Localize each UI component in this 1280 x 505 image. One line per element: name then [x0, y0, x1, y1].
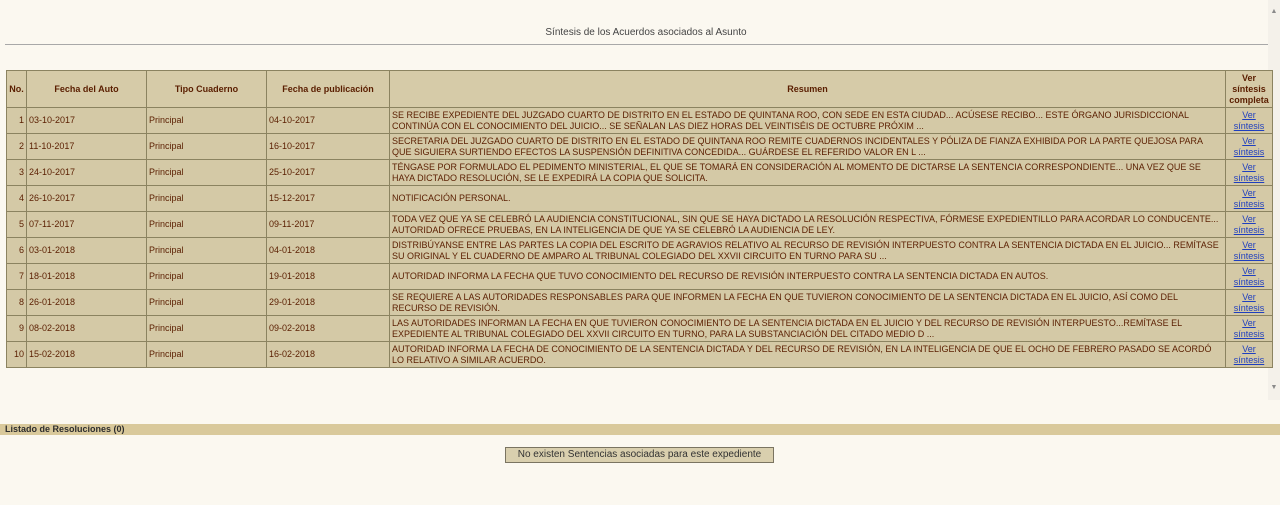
table-row — [7, 342, 1273, 368]
row-number: 4 — [7, 186, 27, 212]
row-ver-sintesis-cell — [1226, 212, 1273, 238]
acuerdos-table — [6, 70, 1273, 368]
row-ver-sintesis-cell — [1226, 134, 1273, 160]
row-resumen: TODA VEZ QUE YA SE CELEBRÓ LA AUDIENCIA CONSTITUCIONAL, SIN QUE SE HAYA DICTADO LA RESOLUCIÓN RESPECTIVA, FÓRMESE EXPEDIENTILLO PARA ACORDAR LO CONDUCENTE... AUTORIDAD OFRECE PRUEBAS, EN LA INTELIGENCIA DE QUE YA SE CELEBRÓ LA AUDIENCIA DE LEY. — [390, 212, 1226, 238]
ver-sintesis-link[interactable]: Ver síntesis — [1233, 291, 1265, 313]
row-number: 6 — [7, 238, 27, 264]
ver-sintesis-link[interactable]: Ver síntesis — [1233, 239, 1265, 261]
title-divider — [5, 44, 1270, 45]
row-fecha-auto: 24-10-2017 — [27, 160, 147, 186]
row-fecha-publicacion: 16-02-2018 — [267, 342, 390, 368]
row-ver-sintesis-cell — [1226, 186, 1273, 212]
row-tipo-cuaderno: Principal — [147, 160, 267, 186]
row-tipo-cuaderno: Principal — [147, 290, 267, 316]
ver-sintesis-link[interactable]: Ver síntesis — [1233, 265, 1265, 287]
row-tipo-cuaderno: Principal — [147, 186, 267, 212]
resoluciones-header: Listado de Resoluciones (0) — [0, 424, 1280, 435]
row-ver-sintesis-cell — [1226, 108, 1273, 134]
row-fecha-publicacion: 16-10-2017 — [267, 134, 390, 160]
row-fecha-auto: 07-11-2017 — [27, 212, 147, 238]
table-row — [7, 238, 1273, 264]
ver-sintesis-link[interactable]: Ver síntesis — [1233, 161, 1265, 183]
row-fecha-auto: 11-10-2017 — [27, 134, 147, 160]
table-row — [7, 160, 1273, 186]
row-number: 3 — [7, 160, 27, 186]
row-resumen: SECRETARIA DEL JUZGADO CUARTO DE DISTRITO EN EL ESTADO DE QUINTANA ROO REMITE CUADERNOS INCIDENTALES Y PÓLIZA DE FIANZA EXHIBIDA POR LA PARTE QUEJOSA PARA QUE SIGUIERA SURTIENDO EFECTOS LA SUSPENSIÓN DEFINITIVA CONCEDIDA... GUÁRDESE EL REFERIDO VALOR EN L ... — [390, 134, 1226, 160]
row-fecha-publicacion: 29-01-2018 — [267, 290, 390, 316]
col-header-fecha-auto: Fecha del Auto — [27, 71, 147, 108]
col-header-tipo-cuaderno: Tipo Cuaderno — [147, 71, 267, 108]
row-fecha-auto: 26-10-2017 — [27, 186, 147, 212]
row-resumen: AUTORIDAD INFORMA LA FECHA DE CONOCIMIENTO DE LA SENTENCIA DICTADA Y DEL RECURSO DE REVISIÓN, EN LA INTELIGENCIA DE QUE EL OCHO DE FEBRERO PASADO SE ACORDÓ LO RELATIVO A SIMILAR ACUERDO. — [390, 342, 1226, 368]
row-tipo-cuaderno: Principal — [147, 134, 267, 160]
row-ver-sintesis-cell — [1226, 316, 1273, 342]
row-ver-sintesis-cell — [1226, 264, 1273, 290]
section-title: Síntesis de los Acuerdos asociados al Asunto — [545, 27, 747, 38]
row-resumen: SE RECIBE EXPEDIENTE DEL JUZGADO CUARTO DE DISTRITO EN EL ESTADO DE QUINTANA ROO, CON SEDE EN ESTA CIUDAD... ACÚSESE RECIBO... ESTE ÓRGANO JURISDICCIONAL CONTINÚA CON EL CONOCIMIENTO DEL JUICIO... SE SEÑALAN LAS DIEZ HORAS DEL VEINTISÉIS DE OCTUBRE PRÓXIM ... — [390, 108, 1226, 134]
table-row — [7, 186, 1273, 212]
row-resumen: NOTIFICACIÓN PERSONAL. — [390, 186, 1226, 212]
row-ver-sintesis-cell — [1226, 238, 1273, 264]
ver-sintesis-link[interactable]: Ver síntesis — [1233, 317, 1265, 339]
row-ver-sintesis-cell — [1226, 342, 1273, 368]
row-resumen: AUTORIDAD INFORMA LA FECHA QUE TUVO CONOCIMIENTO DEL RECURSO DE REVISIÓN INTERPUESTO CONTRA LA SENTENCIA DICTADA EN AUTOS. — [390, 264, 1226, 290]
row-fecha-publicacion: 09-11-2017 — [267, 212, 390, 238]
table-row — [7, 108, 1273, 134]
col-header-ver-sintesis: Ver síntesis completa — [1226, 71, 1273, 108]
col-header-resumen: Resumen — [390, 71, 1226, 108]
row-tipo-cuaderno: Principal — [147, 264, 267, 290]
row-resumen: DISTRIBÚYANSE ENTRE LAS PARTES LA COPIA DEL ESCRITO DE AGRAVIOS RELATIVO AL RECURSO DE REVISIÓN INTERPUESTO CONTRA LA SENTENCIA DICTADA EN EL JUICIO... REMÍTASE SU ORIGINAL Y EL CUADERNO DE AMPARO AL TRIBUNAL COLEGIADO DEL XXVII CIRCUITO EN TURNO PARA SU ... — [390, 238, 1226, 264]
row-resumen: SE REQUIERE A LAS AUTORIDADES RESPONSABLES PARA QUE INFORMEN LA FECHA EN QUE TUVIERON CONOCIMIENTO DE LA SENTENCIA DICTADA EN EL JUICIO, ASÍ COMO DEL RECURSO DE REVISIÓN. — [390, 290, 1226, 316]
table-row — [7, 264, 1273, 290]
row-fecha-publicacion: 15-12-2017 — [267, 186, 390, 212]
row-number: 7 — [7, 264, 27, 290]
row-ver-sintesis-cell — [1226, 160, 1273, 186]
table-row — [7, 134, 1273, 160]
row-fecha-publicacion: 19-01-2018 — [267, 264, 390, 290]
row-number: 9 — [7, 316, 27, 342]
row-number: 10 — [7, 342, 27, 368]
row-ver-sintesis-cell — [1226, 290, 1273, 316]
table-header-row — [7, 71, 1273, 108]
row-fecha-auto: 15-02-2018 — [27, 342, 147, 368]
col-header-fecha-publicacion: Fecha de publicación — [267, 71, 390, 108]
scroll-down-arrow-icon[interactable]: ▼ — [1270, 384, 1278, 391]
row-number: 8 — [7, 290, 27, 316]
row-number: 2 — [7, 134, 27, 160]
no-sentencias-message: No existen Sentencias asociadas para este expediente — [505, 447, 774, 463]
ver-sintesis-link[interactable]: Ver síntesis — [1233, 109, 1265, 131]
row-fecha-auto: 08-02-2018 — [27, 316, 147, 342]
row-tipo-cuaderno: Principal — [147, 342, 267, 368]
row-fecha-publicacion: 04-01-2018 — [267, 238, 390, 264]
table-row — [7, 316, 1273, 342]
row-tipo-cuaderno: Principal — [147, 212, 267, 238]
row-fecha-auto: 18-01-2018 — [27, 264, 147, 290]
row-tipo-cuaderno: Principal — [147, 108, 267, 134]
row-fecha-auto: 26-01-2018 — [27, 290, 147, 316]
scroll-up-arrow-icon[interactable]: ▲ — [1270, 8, 1278, 15]
table-row — [7, 212, 1273, 238]
row-fecha-auto: 03-10-2017 — [27, 108, 147, 134]
ver-sintesis-link[interactable]: Ver síntesis — [1233, 213, 1265, 235]
row-fecha-publicacion: 04-10-2017 — [267, 108, 390, 134]
table-row — [7, 290, 1273, 316]
ver-sintesis-link[interactable]: Ver síntesis — [1233, 135, 1265, 157]
col-header-no: No. — [7, 71, 27, 108]
row-resumen: LAS AUTORIDADES INFORMAN LA FECHA EN QUE TUVIERON CONOCIMIENTO DE LA SENTENCIA DICTADA EN EL JUICIO Y DEL RECURSO DE REVISIÓN INTERPUESTO...REMÍTASE EL EXPEDIENTE AL TRIBUNAL COLEGIADO DEL XXVII CIRCUITO EN TURNO, PARA LA SUBSTANCIACIÓN DEL CITADO MEDIO D ... — [390, 316, 1226, 342]
row-number: 1 — [7, 108, 27, 134]
row-fecha-publicacion: 09-02-2018 — [267, 316, 390, 342]
row-tipo-cuaderno: Principal — [147, 316, 267, 342]
row-resumen: TÉNGASE POR FORMULADO EL PEDIMENTO MINISTERIAL, EL QUE SE TOMARÁ EN CONSIDERACIÓN AL MOMENTO DE DICTARSE LA SENTENCIA CORRESPONDIENTE... UNA VEZ QUE SE HAYA DICTADO RESOLUCIÓN, SE LE EXPEDIRÁ LA COPIA QUE SOLICITA. — [390, 160, 1226, 186]
ver-sintesis-link[interactable]: Ver síntesis — [1233, 187, 1265, 209]
row-number: 5 — [7, 212, 27, 238]
row-fecha-auto: 03-01-2018 — [27, 238, 147, 264]
row-fecha-publicacion: 25-10-2017 — [267, 160, 390, 186]
row-tipo-cuaderno: Principal — [147, 238, 267, 264]
ver-sintesis-link[interactable]: Ver síntesis — [1233, 343, 1265, 365]
